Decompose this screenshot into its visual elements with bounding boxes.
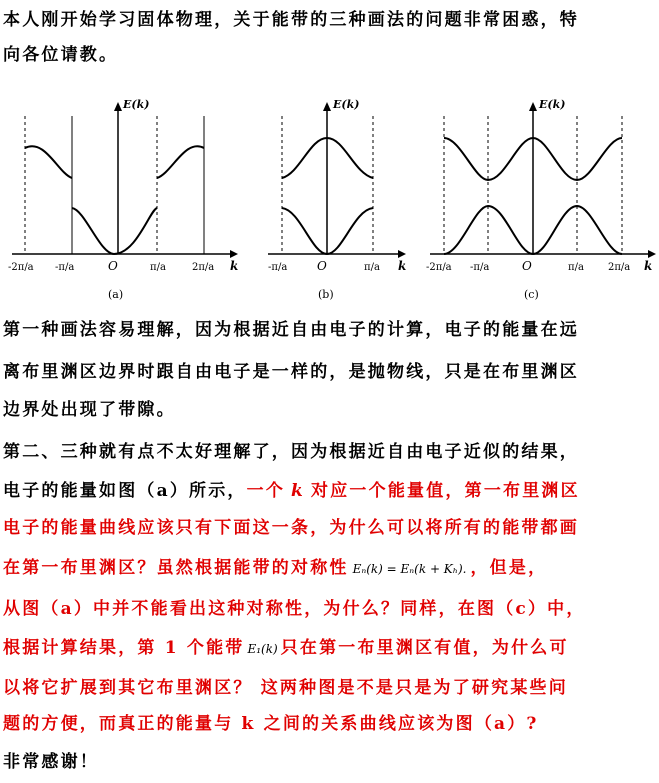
band-structure-figures [0,88,659,300]
para2-line-1: 第二、三种就有点不太好理解了，因为根据近自由电子近似的结果， [3,442,579,462]
para2-line-5: 从图（a）中并不能看出这种对称性，为什么？同样，在图（c）中， [3,599,586,619]
para2-line-4-a: 在第一布里渊区？虽然根据能带的对称性 [3,558,349,578]
intro-line-2: 向各位请教。 [3,45,119,65]
para2-line-2-black: 电子的能量如图（a）所示， [3,481,247,501]
band-a-lower [72,208,157,254]
tick-a-4: 2π/a [192,262,215,273]
para1-line-2: 离布里渊区边界时跟自由电子是一样的，是抛物线，只是在布里渊区 [3,362,579,382]
xaxis-label-b: k [398,259,407,273]
label-c: (c) [524,288,539,300]
tick-b-1: -π/a [268,262,288,273]
ylabel-c: E(k) [539,98,566,111]
x-axis-arrow-a [230,250,238,258]
para2-line-6-a: 根据计算结果，第 1 个能带 [3,638,245,658]
x-axis-arrow-c [648,250,656,258]
tick-c-4: 2π/a [608,262,631,273]
para2-line-2-red-b: 对应一个能量值，第一布里渊区 [311,481,580,501]
ylabel-a: E(k) [123,98,150,111]
origin-c: O [522,259,532,273]
para2-line-2-red-a: 一个 [246,481,286,501]
tick-a-1: -2π/a [8,262,34,273]
tick-c-1: -2π/a [426,262,452,273]
symmetry-equation: Eₙ(k) = Eₙ(k + Kₕ). [352,562,467,576]
y-axis-arrow-c [529,102,537,111]
band-e1-symbol: E₁(k) [247,642,278,656]
y-axis-arrow-b [323,102,331,111]
panel-a [8,98,238,300]
xaxis-label-a: k [230,259,239,273]
tick-c-3: π/a [568,262,584,273]
para2-line-2-k: k [291,481,306,501]
para2-line-4 [3,556,547,581]
para1-line-3: 边界处出现了带隙。 [3,400,176,420]
tick-b-2: π/a [364,262,380,273]
panel-b [268,98,406,300]
closing-text: 非常感谢！ [3,752,99,772]
intro-line-1: 本人刚开始学习固体物理，关于能带的三种画法的问题非常困惑，特 [3,10,579,30]
label-b: (b) [318,288,334,300]
para1-line-1: 第一种画法容易理解，因为根据近自由电子的计算，电子的能量在远 [3,320,579,340]
tick-a-3: π/a [150,262,166,273]
para2-line-6-b: 只在第一布里渊区有值，为什么可 [280,638,569,658]
tick-c-2: -π/a [470,262,490,273]
label-a: (a) [108,288,124,300]
para2-line-3: 电子的能量曲线应该只有下面这一条，为什么可以将所有的能带都画 [3,518,579,538]
ylabel-b: E(k) [333,98,360,111]
para2-line-8: 题的方便，而真正的能量与 k 之间的关系曲线应该为图（a）? [3,714,539,734]
para2-line-6 [3,636,569,661]
origin-b: O [317,259,327,273]
band-a-upper-left [25,146,72,178]
band-a-upper-right [157,146,204,178]
para2-line-2 [3,479,580,503]
y-axis-arrow-a [114,102,122,111]
para2-line-4-b: ，但是， [470,558,548,578]
tick-a-2: -π/a [55,262,75,273]
panel-c [426,98,656,300]
x-axis-arrow-b [398,250,406,258]
para2-line-7: 以将它扩展到其它布里渊区？ 这两种图是不是只是为了研究某些问 [3,678,568,698]
origin-a: O [108,259,118,273]
xaxis-label-c: k [644,259,653,273]
